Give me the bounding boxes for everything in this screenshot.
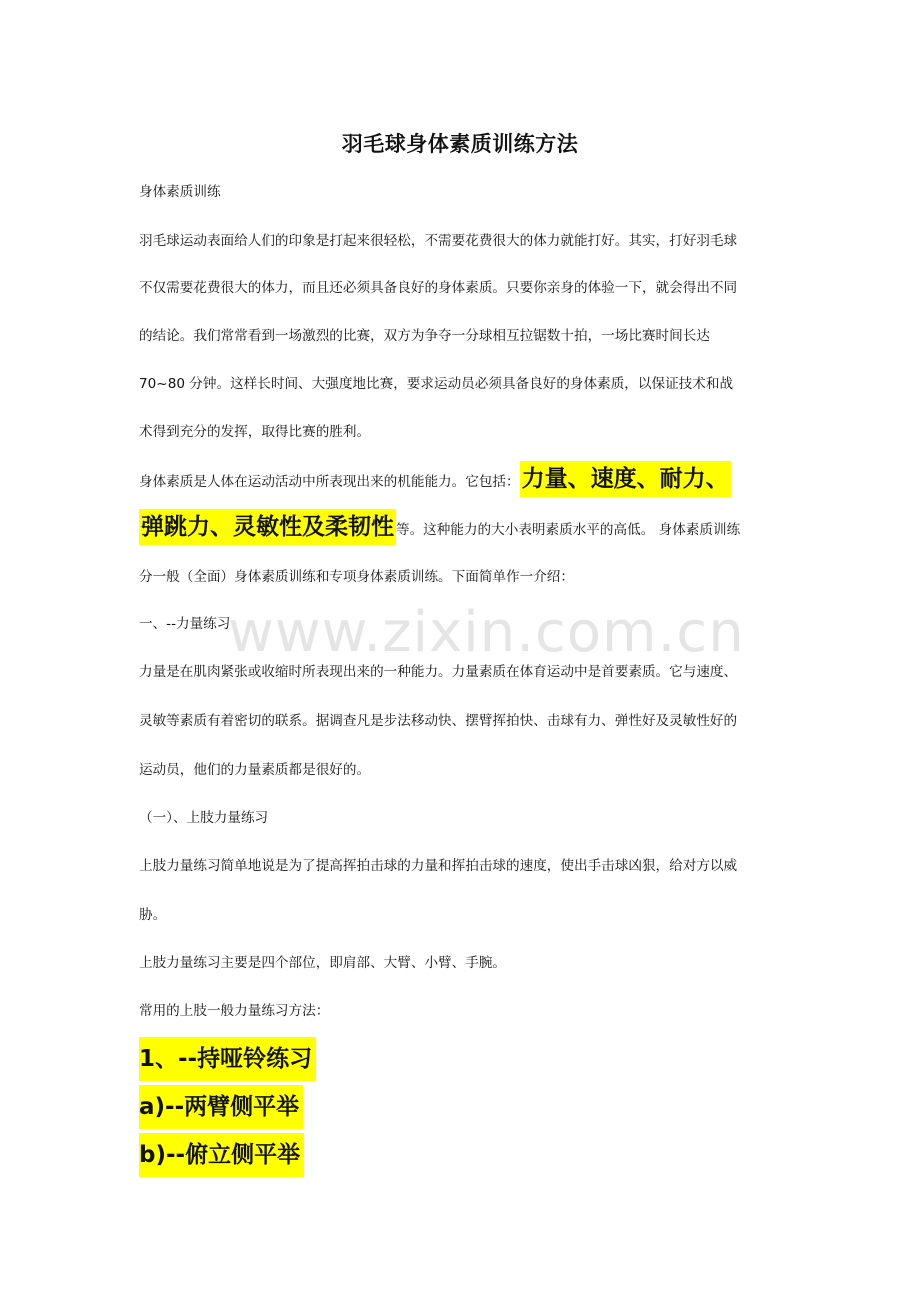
intro-line-3: 的结论。我们常常看到一场激烈的比赛，双方为争夺一分球相互拉锯数十拍，一场比赛时间长达 [139, 328, 710, 344]
section-heading: 身体素质训练 [139, 184, 221, 200]
exercise-item-a: a)--两臂侧平举 [139, 1085, 303, 1129]
quality-line-1 [139, 460, 731, 504]
quality-suffix: 等。这种能力的大小表明素质水平的高低。 身体素质训练 [396, 522, 741, 538]
strength-heading: 一、--力量练习 [139, 616, 231, 632]
strength-line-2: 灵敏等素质有着密切的联系。据调查凡是步法移动快、摆臂挥拍快、击球有力、弹性好及灵敏性好的 [139, 713, 738, 729]
quality-line-2 [139, 508, 740, 552]
exercise-item-1: 1、--持哑铃练习 [139, 1037, 316, 1081]
quality-line-3: 分一般（全面）身体素质训练和专项身体素质训练。下面简单作一介绍： [139, 569, 574, 585]
upper-heading: （一）、上肢力量练习 [139, 810, 269, 826]
intro-line-1: 羽毛球运动表面给人们的印象是打起来很轻松，不需要花费很大的体力就能打好。其实，打好羽毛球 [139, 233, 738, 249]
exercise-item-b: b)--俯立侧平举 [139, 1133, 304, 1177]
intro-line-4: 70~80 分钟。这样长时间、大强度地比赛，要求运动员必须具备良好的身体素质，以保证技术和战 [139, 376, 734, 392]
upper-line-2: 胁。 [139, 907, 167, 923]
intro-line-2: 不仅需要花费很大的体力，而且还必须具备良好的身体素质。只要你亲身的体验一下，就会得出不同 [139, 280, 738, 296]
strength-line-3: 运动员，他们的力量素质都是很好的。 [139, 762, 371, 778]
parts-line: 上肢力量练习主要是四个部位，即肩部、大臂、小臂、手腕。 [139, 955, 507, 971]
strength-line-1: 力量是在肌肉紧张或收缩时所表现出来的一种能力。力量素质在体育运动中是首要素质。它与速度、 [139, 664, 738, 680]
upper-line-1: 上肢力量练习简单地说是为了提高挥拍击球的力量和挥拍击球的速度，使出手击球凶狠，给对方以威 [139, 858, 738, 874]
quality-highlight-1: 力量、速度、耐力、 [520, 461, 731, 497]
watermark: www.zixin.com.cn [228, 600, 745, 665]
intro-line-5: 术得到充分的发挥，取得比赛的胜利。 [139, 424, 371, 440]
quality-highlight-2: 弹跳力、灵敏性及柔韧性 [139, 509, 396, 545]
methods-line: 常用的上肢一般力量练习方法： [139, 1003, 330, 1019]
quality-prefix: 身体素质是人体在运动活动中所表现出来的机能能力。它包括： [139, 474, 520, 490]
document-title: 羽毛球身体素质训练方法 [341, 132, 579, 156]
